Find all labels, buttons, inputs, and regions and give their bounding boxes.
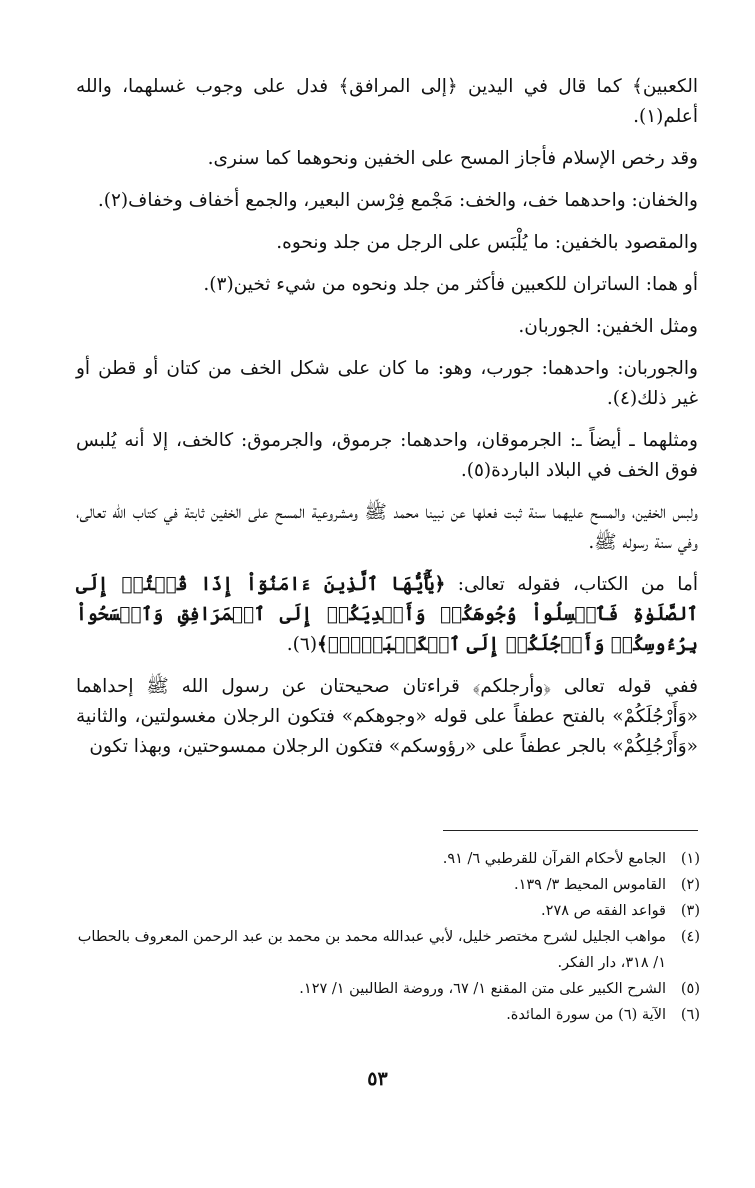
paragraph-6: ومثل الخفين: الجوربان. (518, 316, 698, 337)
paragraph-5: أو هما: الساتران للكعبين فأكثر من جلد ونحوه من شيء ثخين(٣). (203, 274, 698, 295)
footnote-ref-6: (٦). (286, 634, 318, 655)
main-text (76, 72, 698, 762)
footnote-divider (443, 830, 698, 831)
paragraph-4: والمقصود بالخفين: ما يُلْبَس على الرجل من جلد ونحوه. (276, 232, 698, 253)
paragraph-8: ومثلهما ـ أيضاً ـ: الجرموقان، واحدهما: جرموق، والجرموق: كالخف، إلا أنه يُلبس فوق الخف في البلاد الباردة(٥). (76, 430, 698, 481)
footnote: (٦) الآية (٦) من سورة المائدة. (506, 1007, 700, 1023)
paragraph-9: ولبس الخفين، والمسح عليهما سنة ثبت فعلها عن نبينا محمد ﷺ ومشروعية المسح على الخفين ثابتة في كتاب الله تعالى، وفي سنة رسوله ﷺ. (76, 502, 698, 553)
paragraph-10 (76, 570, 698, 660)
footnote: (٤) مواهب الجليل لشرح مختصر خليل، لأبي عبدالله محمد بن محمد بن عبد الرحمن المعروف بالحطاب ١/ ٣١٨، دار الفكر. (77, 929, 700, 971)
footnotes (76, 846, 700, 1028)
quran-intro: أما من الكتاب، فقوله تعالى: (445, 574, 698, 595)
footnote: (٢) القاموس المحيط ٣/ ١٣٩. (514, 877, 700, 893)
footnote: (٥) الشرح الكبير على متن المقنع ١/ ٦٧، وروضة الطالبين ١/ ١٢٧. (299, 981, 700, 997)
footnote: (٣) قواعد الفقه ص ٢٧٨. (541, 903, 700, 919)
paragraph-7: والجوربان: واحدهما: جورب، وهو: ما كان على شكل الخف من كتان أو قطن أو غير ذلك(٤). (76, 358, 698, 409)
footnote: (١) الجامع لأحكام القرآن للقرطبي ٦/ ٩١. (442, 851, 700, 867)
paragraph-3: والخفان: واحدهما خف، والخف: مَجْمع فِرْسن البعير، والجمع أخفاف وخفاف(٢). (97, 190, 698, 211)
paragraph-1: الكعبين﴾ كما قال في اليدين ﴿إلى المرافق﴾ فدل على وجوب غسلهما، والله أعلم(١). (76, 76, 698, 127)
paragraph-2: وقد رخص الإسلام فأجاز المسح على الخفين ونحوهما كما سنرى. (207, 148, 698, 169)
paragraph-11: ففي قوله تعالى ﴿وأرجلكم﴾ قراءتان صحيحتان عن رسول الله ﷺ إحداهما «وَأَرْجُلَكُمْ» بالفتح عطفاً على قوله «وجوهكم» فتكون الرجلان مغسولتين، والثانية «وَأَرْجُلِكُمْ» بالجر عطفاً على «رؤوسكم» فتكون الرجلان ممسوحتين، وبهذا تكون (76, 676, 698, 757)
page-number: ٥٣ (367, 1068, 388, 1090)
quran-verse: ﴿يَٰٓأَيُّهَا ٱلَّذِينَ ءَامَنُوٓاْ إِذَا قُمۡتُمۡ إِلَى ٱلصَّلَوٰةِ فَٱغۡسِلُواْ وُجُوهَكُمۡ وَأَيۡدِيَكُمۡ إِلَى ٱلۡمَرَافِقِ وَٱمۡسَحُواْ بِرُءُوسِكُمۡ وَأَرۡجُلَكُمۡ إِلَى ٱلۡكَعۡبَيۡنِۚ﴾ (76, 574, 698, 655)
